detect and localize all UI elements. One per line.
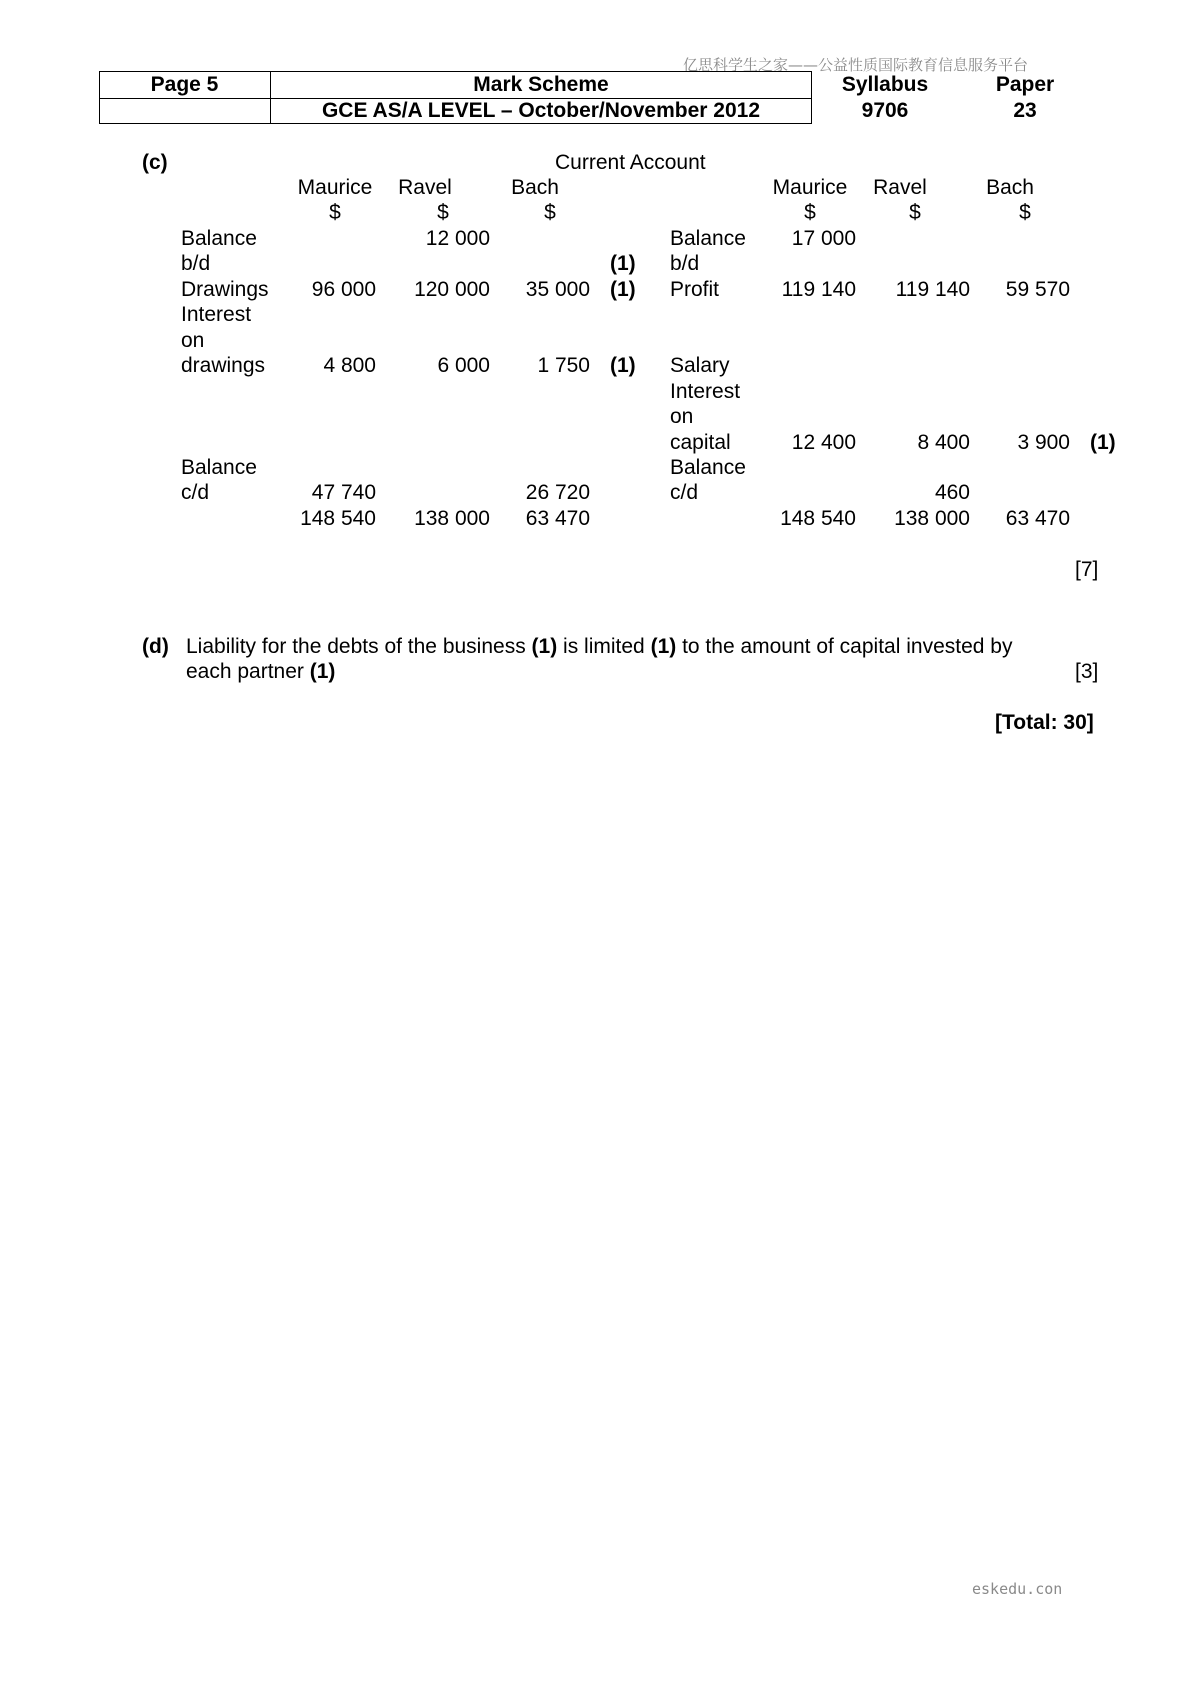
- part-d-label: (d): [142, 635, 169, 658]
- credit-balance-cd-label-2: c/d: [670, 481, 699, 504]
- debit-interest-label-1: Interest: [181, 303, 252, 326]
- debit-drawings-maurice: 96 000: [311, 278, 376, 301]
- part-c-marks: [7]: [1075, 558, 1099, 581]
- credit-balance-cd-ravel: 460: [934, 481, 970, 504]
- header-mark-scheme: Mark Scheme: [473, 73, 609, 96]
- col-bach-debit: Bach: [511, 176, 559, 199]
- debit-drawings-ravel: 120 000: [414, 278, 490, 301]
- debit-total-bach: 63 470: [525, 507, 590, 530]
- paper-label: Paper: [995, 73, 1055, 96]
- debit-interest-maurice: 4 800: [323, 354, 376, 377]
- col-ravel-debit: Ravel: [398, 176, 452, 199]
- credit-balance-bd-label: Balance: [670, 227, 746, 250]
- debit-total-maurice: 148 540: [300, 507, 376, 530]
- watermark: 亿思科学生之家——公益性质国际教育信息服务平台: [683, 56, 1029, 74]
- col-maurice-debit: Maurice: [297, 176, 373, 199]
- debit-interest-ravel: 6 000: [437, 354, 490, 377]
- credit-interest-label-1: Interest: [670, 380, 741, 403]
- col-maurice-credit: Maurice: [772, 176, 848, 199]
- debit-balance-bd-label-2: b/d: [181, 252, 211, 275]
- debit-balance-bd-label: Balance: [181, 227, 257, 250]
- debit-interest-mark: (1): [610, 354, 636, 377]
- debit-balance-cd-label-2: c/d: [181, 481, 210, 504]
- debit-drawings-mark: (1): [610, 278, 636, 301]
- credit-balance-bd-maurice: 17 000: [791, 227, 856, 250]
- header-exam: GCE AS/A LEVEL – October/November 2012: [321, 99, 761, 122]
- paper-value: 23: [1013, 99, 1037, 122]
- syllabus-label: Syllabus: [841, 73, 929, 96]
- col-ravel-credit: Ravel: [873, 176, 927, 199]
- part-d-line-1: Liability for the debts of the business (1) is limited (1) to the amount of capital invested by: [186, 635, 1013, 658]
- part-d-line-2: each partner (1): [186, 660, 336, 683]
- debit-drawings-label: Drawings: [181, 278, 269, 301]
- credit-interest-mark: (1): [1090, 431, 1116, 454]
- credit-profit-ravel: 119 140: [895, 278, 970, 301]
- currency-ravel-credit: $: [909, 201, 921, 224]
- currency-ravel-debit: $: [437, 201, 449, 224]
- currency-maurice-debit: $: [329, 201, 341, 224]
- credit-balance-bd-label-2: b/d: [670, 252, 700, 275]
- debit-interest-bach: 1 750: [537, 354, 590, 377]
- debit-total-ravel: 138 000: [414, 507, 490, 530]
- total-marks: [Total: 30]: [995, 711, 1094, 734]
- page-number: Page 5: [150, 73, 219, 96]
- currency-bach-debit: $: [544, 201, 556, 224]
- part-c-label: (c): [142, 151, 168, 174]
- credit-interest-label-2: on: [670, 405, 694, 428]
- credit-profit-maurice: 119 140: [781, 278, 856, 301]
- col-bach-credit: Bach: [986, 176, 1034, 199]
- credit-salary-label: Salary: [670, 354, 730, 377]
- credit-interest-label-3: capital: [670, 431, 731, 454]
- debit-drawings-bach: 35 000: [525, 278, 590, 301]
- debit-interest-label-2: on: [181, 329, 205, 352]
- credit-balance-cd-label-1: Balance: [670, 456, 746, 479]
- debit-balance-bd-mark: (1): [610, 252, 636, 275]
- credit-interest-maurice: 12 400: [791, 431, 856, 454]
- debit-interest-label-3: drawings: [181, 354, 266, 377]
- currency-bach-credit: $: [1019, 201, 1031, 224]
- credit-interest-bach: 3 900: [1017, 431, 1070, 454]
- debit-balance-cd-label-1: Balance: [181, 456, 257, 479]
- credit-total-maurice: 148 540: [780, 507, 856, 530]
- debit-balance-cd-bach: 26 720: [525, 481, 590, 504]
- account-title: Current Account: [555, 151, 706, 174]
- syllabus-value: 9706: [861, 99, 909, 122]
- credit-total-ravel: 138 000: [894, 507, 970, 530]
- credit-total-bach: 63 470: [1005, 507, 1070, 530]
- debit-balance-bd-ravel: 12 000: [425, 227, 490, 250]
- debit-balance-cd-maurice: 47 740: [311, 481, 376, 504]
- part-d-marks: [3]: [1075, 660, 1099, 683]
- footer-site: eskedu.con: [972, 1580, 1063, 1598]
- currency-maurice-credit: $: [804, 201, 816, 224]
- credit-profit-bach: 59 570: [1005, 278, 1070, 301]
- credit-profit-label: Profit: [670, 278, 720, 301]
- credit-interest-ravel: 8 400: [917, 431, 970, 454]
